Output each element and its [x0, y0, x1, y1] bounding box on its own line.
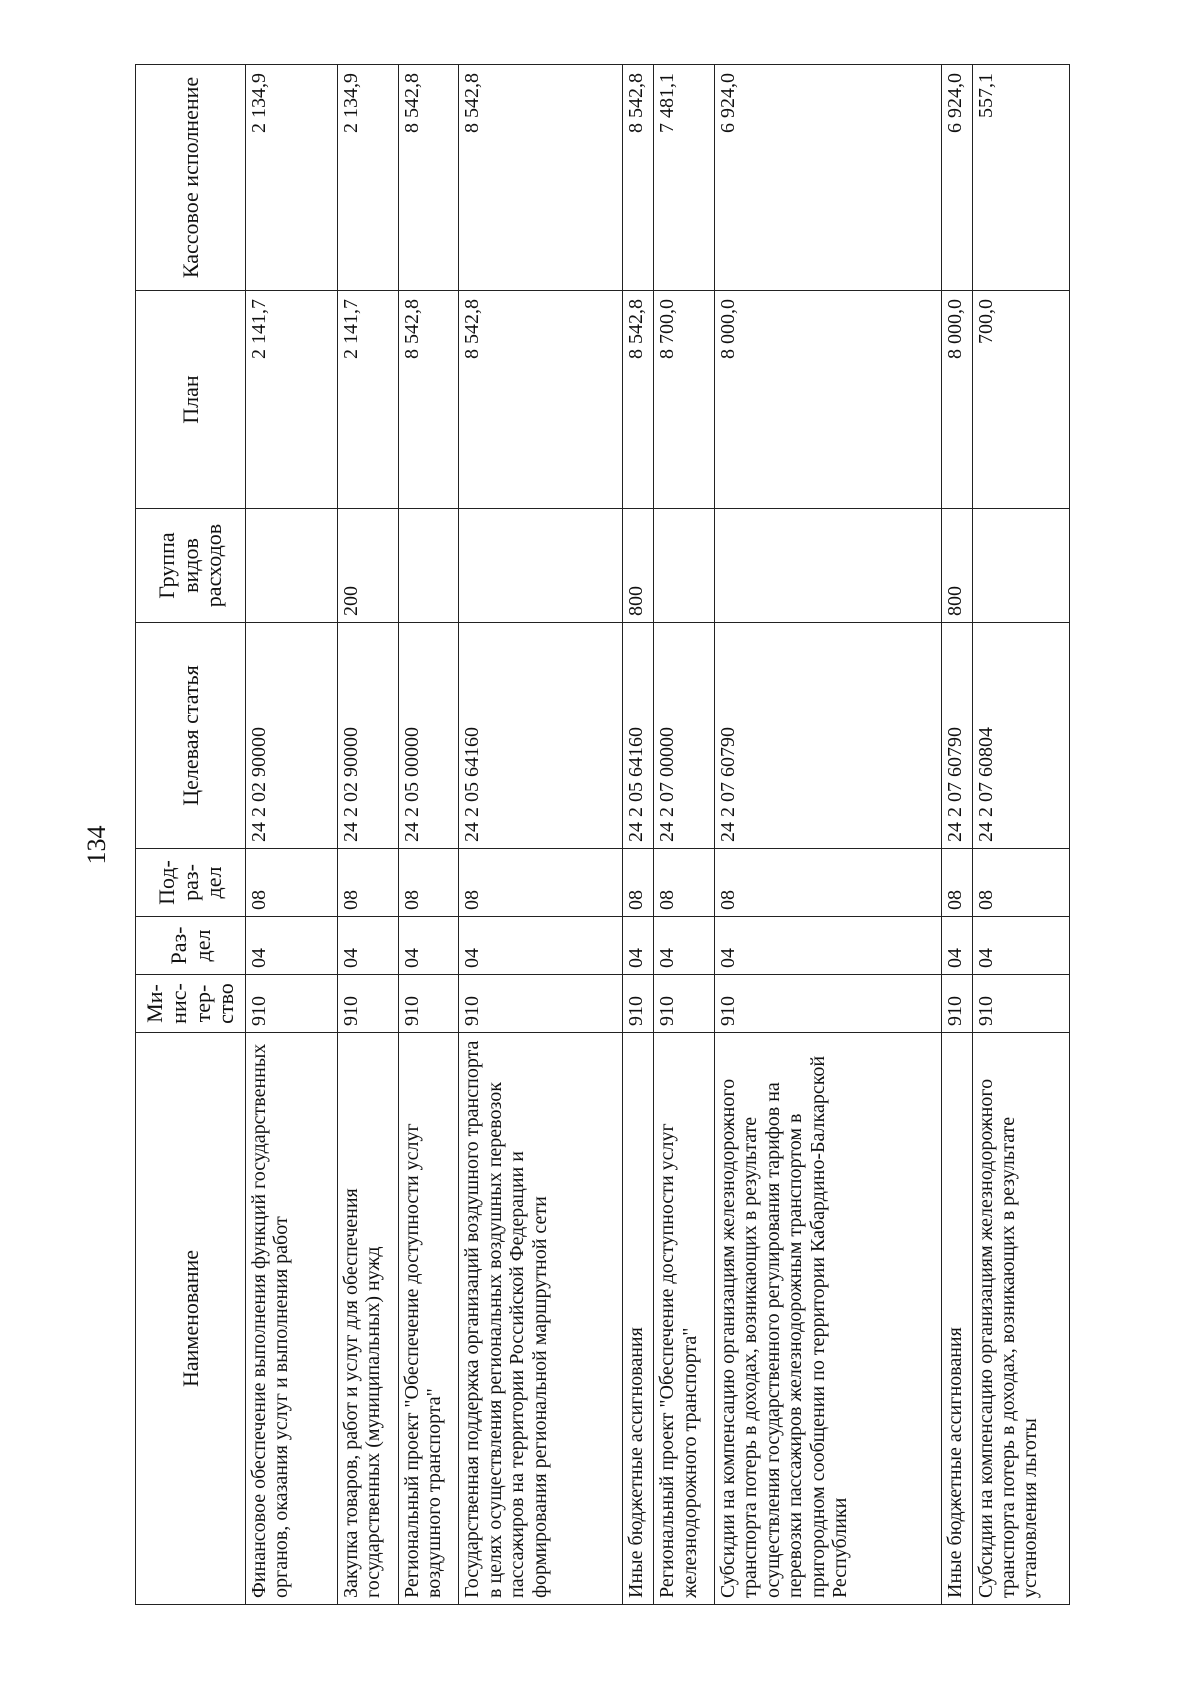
header-ministry: Ми-нис-тер-ство: [136, 975, 246, 1033]
cell-target: 24 2 07 60790: [941, 623, 972, 849]
table-row: [941, 65, 972, 1605]
cell-ministry: 910: [337, 975, 398, 1033]
cell-plan: 8 542,8: [398, 291, 459, 509]
cell-section: 04: [398, 917, 459, 975]
header-name: Наименование: [136, 1033, 246, 1605]
cell-cash: 8 542,8: [459, 65, 623, 291]
rotated-table-container: [135, 65, 1070, 1605]
page-number: 134: [82, 825, 111, 865]
cell-subsection: 08: [972, 849, 1069, 917]
cell-ministry: 910: [398, 975, 459, 1033]
cell-name: Иные бюджетные ассигнования: [623, 1033, 654, 1605]
cell-target: 24 2 07 00000: [654, 623, 715, 849]
budget-table: [135, 64, 1070, 1605]
cell-cash: 8 542,8: [398, 65, 459, 291]
cell-cash: 2 134,9: [246, 65, 338, 291]
table-row: [246, 65, 338, 1605]
cell-name: Региональный проект "Обеспечение доступности услуг железнодорожного транспорта": [654, 1033, 715, 1605]
cell-cash: 6 924,0: [941, 65, 972, 291]
cell-plan: 8 000,0: [714, 291, 941, 509]
cell-section: 04: [623, 917, 654, 975]
cell-subsection: 08: [337, 849, 398, 917]
cell-group: [972, 509, 1069, 623]
cell-name: Иные бюджетные ассигнования: [941, 1033, 972, 1605]
cell-subsection: 08: [941, 849, 972, 917]
cell-section: 04: [246, 917, 338, 975]
cell-target: 24 2 07 60804: [972, 623, 1069, 849]
cell-target: 24 2 07 60790: [714, 623, 941, 849]
cell-cash: 8 542,8: [623, 65, 654, 291]
cell-plan: 700,0: [972, 291, 1069, 509]
cell-section: 04: [941, 917, 972, 975]
header-target: Целевая статья: [136, 623, 246, 849]
cell-ministry: 910: [714, 975, 941, 1033]
cell-name: Субсидии на компенсацию организациям железнодорожного транспорта потерь в доходах, возникающих в результате осуществления государственного регулирования тарифов на перевозки пассажиров железнодорожным транспортом в пригородном сообщении по территории Кабардино-Балкарской Республики: [714, 1033, 941, 1605]
cell-group: [654, 509, 715, 623]
cell-name: Государственная поддержка организаций воздушного транспорта в целях осуществления региональных воздушных перевозок пассажиров на территории Российской Федерации и формирования региональной маршрутной сети: [459, 1033, 623, 1605]
cell-ministry: 910: [623, 975, 654, 1033]
cell-name: Финансовое обеспечение выполнения функций государственных органов, оказания услуг и выполнения работ: [246, 1033, 338, 1605]
cell-section: 04: [714, 917, 941, 975]
cell-ministry: 910: [459, 975, 623, 1033]
header-cash: Кассовое исполнение: [136, 65, 246, 291]
cell-name: Субсидии на компенсацию организациям железнодорожного транспорта потерь в доходах, возникающих в результате установления льготы: [972, 1033, 1069, 1605]
cell-group: 200: [337, 509, 398, 623]
cell-section: 04: [337, 917, 398, 975]
header-row: [136, 65, 246, 1605]
cell-group: 800: [623, 509, 654, 623]
cell-ministry: 910: [941, 975, 972, 1033]
cell-target: 24 2 02 90000: [337, 623, 398, 849]
cell-plan: 8 542,8: [459, 291, 623, 509]
cell-cash: 7 481,1: [654, 65, 715, 291]
cell-group: [246, 509, 338, 623]
cell-section: 04: [972, 917, 1069, 975]
cell-group: [398, 509, 459, 623]
table-row: [972, 65, 1069, 1605]
table-row: [337, 65, 398, 1605]
cell-target: 24 2 05 64160: [459, 623, 623, 849]
cell-subsection: 08: [246, 849, 338, 917]
header-plan: План: [136, 291, 246, 509]
cell-ministry: 910: [972, 975, 1069, 1033]
cell-section: 04: [459, 917, 623, 975]
cell-cash: 6 924,0: [714, 65, 941, 291]
cell-ministry: 910: [654, 975, 715, 1033]
cell-target: 24 2 02 90000: [246, 623, 338, 849]
cell-plan: 8 700,0: [654, 291, 715, 509]
cell-ministry: 910: [246, 975, 338, 1033]
cell-subsection: 08: [459, 849, 623, 917]
table-row: [654, 65, 715, 1605]
table-row: [714, 65, 941, 1605]
cell-group: [459, 509, 623, 623]
cell-plan: 8 000,0: [941, 291, 972, 509]
cell-subsection: 08: [654, 849, 715, 917]
cell-cash: 557,1: [972, 65, 1069, 291]
cell-name: Региональный проект "Обеспечение доступности услуг воздушного транспорта": [398, 1033, 459, 1605]
header-subsection: Под-раз-дел: [136, 849, 246, 917]
cell-group: 800: [941, 509, 972, 623]
cell-target: 24 2 05 00000: [398, 623, 459, 849]
cell-target: 24 2 05 64160: [623, 623, 654, 849]
table-row: [459, 65, 623, 1605]
cell-subsection: 08: [714, 849, 941, 917]
cell-subsection: 08: [398, 849, 459, 917]
cell-cash: 2 134,9: [337, 65, 398, 291]
cell-section: 04: [654, 917, 715, 975]
cell-subsection: 08: [623, 849, 654, 917]
cell-plan: 8 542,8: [623, 291, 654, 509]
cell-plan: 2 141,7: [337, 291, 398, 509]
cell-plan: 2 141,7: [246, 291, 338, 509]
cell-name: Закупка товаров, работ и услуг для обеспечения государственных (муниципальных) нужд: [337, 1033, 398, 1605]
cell-group: [714, 509, 941, 623]
table-row: [623, 65, 654, 1605]
table-row: [398, 65, 459, 1605]
header-section: Раз-дел: [136, 917, 246, 975]
header-expense-group: Группа видов расходов: [136, 509, 246, 623]
